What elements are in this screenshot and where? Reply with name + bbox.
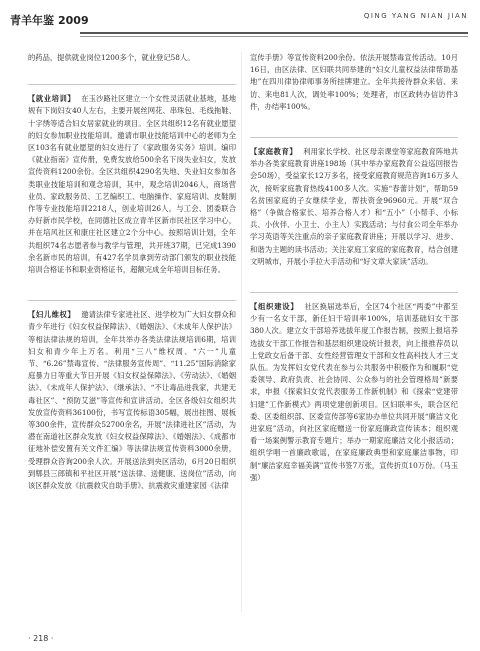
page-number: · 218 · xyxy=(28,634,54,643)
section-title: 【就业培训】 xyxy=(28,94,76,104)
section-title: 【组织建设】 xyxy=(250,302,299,312)
section-divider xyxy=(250,137,458,138)
book-name: 青羊年鉴 xyxy=(10,14,54,27)
right-column xyxy=(250,52,458,484)
section-family-education xyxy=(250,146,458,268)
section-title: 【家庭教育】 xyxy=(250,147,298,157)
left-column xyxy=(28,52,236,492)
book-year: 2009 xyxy=(58,14,89,27)
section-divider xyxy=(28,84,236,85)
book-title-pinyin: QING YANG NIAN JIAN xyxy=(363,12,468,20)
section-body: 在玉沙路社区建立一个女性灵活就业基地，基地规有下岗妇女40人左右，主要开展丝网花、串珠包、毛线拖鞋、十字绣等适合妇女居家就业的项目。全区共组织12名有就业愿望的妇女参加职业技能培训。邀请市职业技能培训中心的老师为全区103名有就业愿望的妇女进行了《家政服务实务》培训。编印《就业指南》宣传册，免费发放给500余名下岗失业妇女，发放宣传资料1200余份。全区共组织4290名失地、失业妇女参加各类职业技能培训和观念培训，其中，观念培训2046人，商场营业员、家政服务员、工艺编织工、电脑操作、家庭培训、皮鞋制作等专业技能培训2218人，创业培训26人。与工会、团委联合办好新市民学校，在同德社区成立青羊区新市民社区学习中心，并在培风社区和康庄社区建立2个分中心。按照培训计划，全年共组织74名志愿者参与教学与管理，共开班37期，已完成1390余名新市民的培训，有427名学员拿到劳动部门颁发的职业技能培训合格证书和职业资格证书，超额完成全年培训目标任务。 xyxy=(28,94,237,275)
section-body: 邀请法律专家进社区、进学校为广大妇女群众和青少年进行《妇女权益保障法》、《婚姻法》、《未成年人保护法》等相法律法规的培训，全年共举办各类法律法规培训6期，培训妇女和青少年上万名。利用“三八”维权周、“六一”儿童节、“6.26”禁毒宣传、“法律服务宣传周”、“11.25”国际消除家庭暴力日等重大节日开展《妇女权益保障法》、《劳动法》、《婚姻法》、《未成年人保护法》、《继承法》、“不让毒品进我家，共建无毒社区”、“预防艾滋”等宣传和宣讲活动。全区各级妇女组织共发放宣传资料36100份，书写宣传标语305幅，展出挂图、展板等300余件，宣传群众52700余名，开展“法律进社区”活动，为潜在南道社区群众发放《妇女权益保障法》、《婚姻法》、《成都市征地补偿安置有关文件汇编》等法律法规宣传资料3000余册，受理群众咨询200余人次。开展送法到央区活动，6月20日组织到郫县三郎镇和平社区开展“送法律、送健康、送岗位”活动，向该区群众发放《抗震救灾自助手册》、抗震救灾重建家园《法律 xyxy=(28,310,237,491)
header-rule-thin xyxy=(80,36,468,37)
column-gutter xyxy=(241,52,242,612)
section-divider xyxy=(28,300,236,301)
section-organization xyxy=(250,301,458,484)
section-title: 【妇儿维权】 xyxy=(28,310,76,320)
running-header xyxy=(10,6,468,40)
section-divider xyxy=(250,292,458,293)
intro-paragraph: 的药品，提供就业岗位1200多个，就业登记58人。 xyxy=(28,53,195,62)
section-employment-training xyxy=(28,93,236,276)
section-body: 利用家长学校、社区母亲课堂等家庭教育阵地共举办各类家庭教育讲座198场（其中举办家庭教育公益巡回报告会50场），受益家长12万多名，接受家庭教育规范咨询16万多人次，接听家庭教育热线4100多人次。实施“春蕾计划”，帮助59名贫困家庭的子女继续学业，帮扶资金96960元。开展“双合格”（争做合格家长、培养合格人才）和“五小”（小帮手、小标兵、小伙伴、小卫士、小主人）实践活动；与付食公司全年举办学习英语等关注重点的亲子家庭教育讲座；开展以学习、进步、和谐为主题的读书活动；关注家庭工家庭的家庭教育，结合创建文明城市，开展小手拉大手活动和“好文章大家读”活动。 xyxy=(250,147,459,266)
section-rights-protection xyxy=(28,309,236,492)
header-rule-thick xyxy=(80,32,468,34)
section-body: 社区换届选举后，全区74个社区“两委”中都至少有一名女干部，新任妇干培训率100%，培训基础妇女干部380人次。建立女干部培养选拔年度工作报告制，按照上报培养选拔女干部工作报告和基层组织建设统计报表，向上报推荐员以上党政女后备干部、女性经营管理女干部和女性高科技人才三支队伍。为发挥妇女党代表在参与公共服务中积极作为和履职“党委领导、政府负责、社会协同、公众参与的社会管理格局”新要求，申报《探索妇女党代表服务工作新机制》和《探索“党建带妇建”工作新模式》两项党建创新项目。区妇联率头，联合区纪委、区委组织部、区委宣传部等6家协办单位共同开展“廉洁文化进家庭”活动，向社区家庭赠送一份家庭廉政宣传读本；组织观看一场案例警示教育专题片；举办一期家庭廉洁文化小报活动；组织学唱一首廉政歌谣，在家庭廉政典型和家庭廉洁事物，印制“廉洁家庭幸福美满”宣传书签7万张，宣传折页10万份。（马玉强） xyxy=(250,302,459,482)
continued-paragraph: 宣传手册》等宣传资料200余份。依法开展禁毒宣传活动。10月16日，由区法律、区妇联共同举建的“妇女儿童权益法律帮助基地”在四川律协律师事务所挂牌建立。全年共接待群众来信、来访、来电81人次，调处率100%；处理者，市区政转办信访件3件，办结率100%。 xyxy=(250,53,458,111)
book-title xyxy=(10,12,89,28)
